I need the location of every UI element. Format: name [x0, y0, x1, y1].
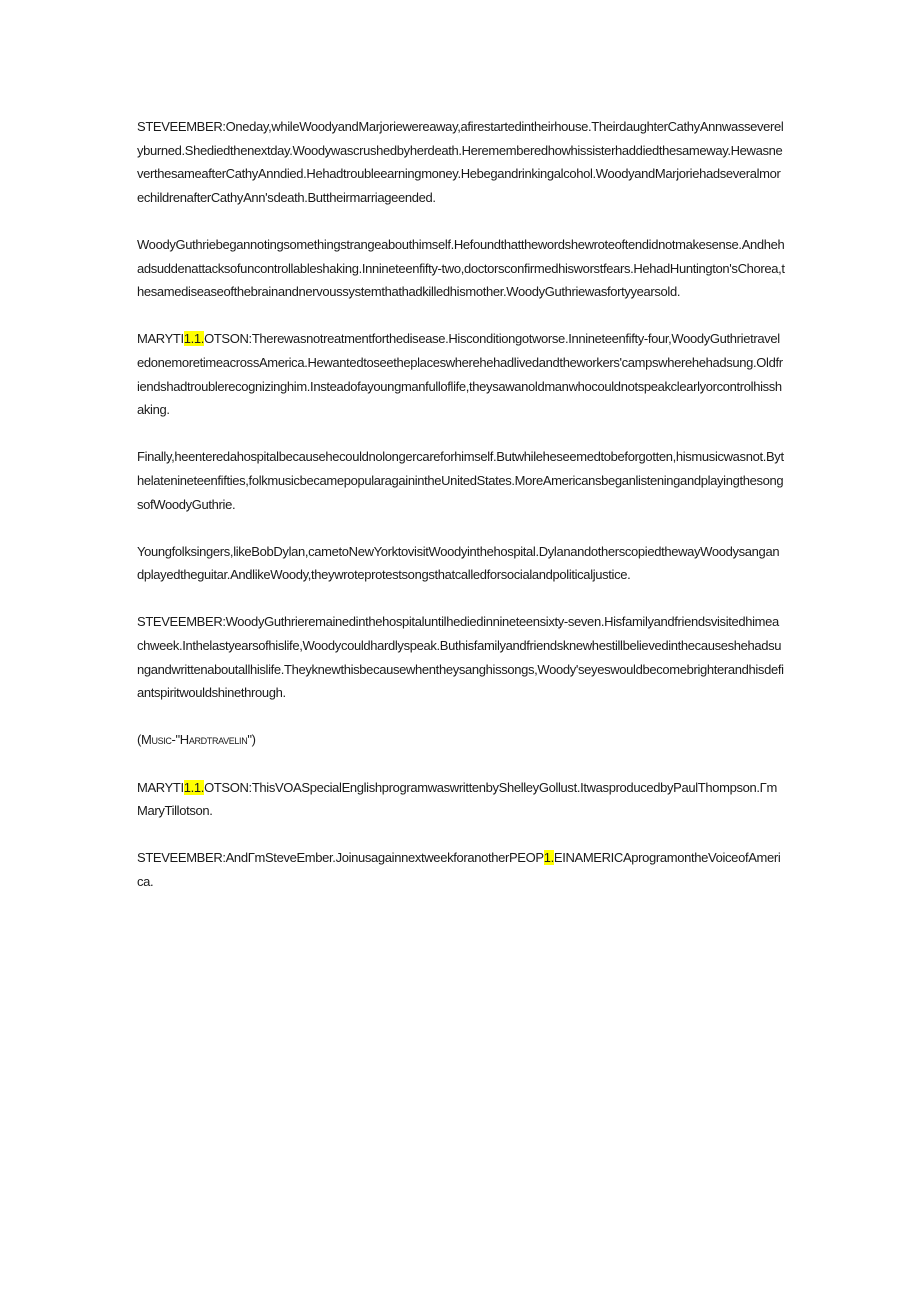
body-paragraph [137, 610, 785, 704]
body-paragraph [137, 540, 785, 587]
paragraph-text: OTSON:Therewasnotreatmentforthedisease.Hisconditiongotworse.Innineteenfifty-four,WoodyGuthrietraveledonemoretimeacrossAmerica.Hewantedtoseetheplaceswherehehadlivedandtheworkers'campswherehehadsung.Oldfriendshadtroublerecognizinghim.Insteadofayoungmanfulloflife,theysawanoldmanwhocouldnotspeakclearlyorcontrolhisshaking. [137, 331, 783, 418]
body-paragraph [137, 776, 785, 823]
paragraph-text: OTSON:ThisVOASpecialEnglishprogramwaswrittenbyShelleyGollust.ItwasproducedbyPaulThompson.ΓmMaryTillotson. [137, 779, 777, 819]
paragraph-text: MARYTI [137, 331, 184, 347]
body-paragraph [137, 233, 785, 304]
paragraph-text: (Music-"Hardtravelin") [137, 732, 256, 748]
paragraph-text: Finally,heenteredahospitalbecausehecouldnolongercareforhimself.Butwhileheseemedtobeforgotten,hismusicwasnot.Bythelatenineteenfifties,folkmusicbecamepopularagainintheUnitedStates.MoreAmericansbeganlisteningandplayingthesongsofWoodyGuthrie. [137, 449, 784, 512]
body-paragraph [137, 445, 785, 516]
paragraph-text: EINAMERICAprogramontheVoiceofAmerica. [137, 850, 781, 889]
highlighted-text: 1.1. [183, 331, 205, 347]
paragraph-text: MARYTI [137, 779, 184, 795]
paragraph-text: WoodyGuthriebegannotingsomethingstrangeabouthimself.Hefoundthatthewordshewroteoftendidnotmakesense.Andhehadsuddenattacksofuncontrollableshaking.Innineteenfifty-two,doctorsconfirmedhisworstfears.HehadHuntington'sChorea,thesamediseaseofthebrainandnervoussystemthathadkilledhismother.WoodyGuthriewasfortyyearsold. [137, 236, 785, 300]
body-paragraph [137, 115, 785, 209]
body-paragraph [137, 327, 785, 421]
document-body [137, 115, 785, 917]
music-cue-paragraph [137, 728, 785, 752]
body-paragraph [137, 846, 785, 893]
paragraph-text: Youngfolksingers,likeBobDylan,cametoNewYorktovisitWoodyinthehospital.DylanandotherscopiedthewayWoodysangandplayedtheguitar.AndlikeWoody,theywroteprotestsongsthatcalledforsocialandpoliticaljustice. [137, 543, 780, 583]
paragraph-text: STEVEEMBER:AndΓmSteveEmber.JoinusagainnextweekforanotherPEOP [137, 850, 544, 866]
highlighted-text: 1. [543, 850, 554, 866]
paragraph-text: STEVEEMBER:WoodyGuthrieremainedinthehospitaluntilhediedinnineteensixty-seven.Hisfamilyandfriendsvisitedhimeachweek.Inthelastyearsofhislife,Woodycouldhardlyspeak.Buthisfamilyandfriendsknewhestillbelievedinthecauseshehadsungandwrittenaboutallhislife.Theyknewthisbecausewhentheysanghissongs,Woody'seyeswouldbecomebrighterandhisdefiantspiritwouldshinethrough. [137, 614, 784, 701]
highlighted-text: 1.1. [183, 779, 205, 795]
paragraph-text: STEVEEMBER:Oneday,whileWoodyandMarjoriewereaway,afirestartedintheirhouse.TheirdaughterCathyAnnwasseverelyburned.Shediedthenextday.Woodywascrushedbyherdeath.Herememberedhowhissisterhaddiedthesameway.HewasneverthesameafterCathyAnndied.Hehadtroubleearningmoney.Hebegandrinkingalcohol.WoodyandMarjoriehadseveralmorechildrenafterCathyAnn'sdeath.Buttheirmarriageended. [137, 119, 784, 205]
